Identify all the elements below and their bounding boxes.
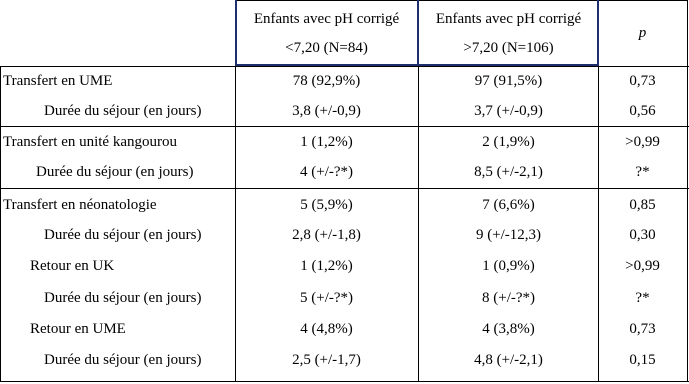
row-p-value: 0,73 xyxy=(629,320,656,337)
row-label: Durée du séjour (en jours) xyxy=(44,351,202,368)
header-p-value xyxy=(598,0,687,67)
column-divider xyxy=(235,66,236,382)
row-p-value: >0,99 xyxy=(625,133,660,150)
header-group-ph-below-line1: Enfants avec pH corrigé xyxy=(253,10,400,27)
row-p-value: 0,73 xyxy=(629,72,656,89)
row-p-value: >0,99 xyxy=(625,257,660,274)
row-value-group1: 4 (4,8%) xyxy=(300,320,353,337)
row-label: Retour en UME xyxy=(30,320,126,337)
row-p-value: 0,85 xyxy=(629,196,656,213)
row-p-value: ?* xyxy=(635,163,650,180)
row-value-group1: 5 (+/-?*) xyxy=(299,289,354,306)
column-divider xyxy=(418,66,419,382)
row-value-group2: 9 (+/-12,3) xyxy=(475,226,542,243)
row-p-value: 0,30 xyxy=(629,226,656,243)
row-value-group2: 8,5 (+/-2,1) xyxy=(474,163,543,180)
row-label: Transfert en UME xyxy=(3,72,113,89)
header-group-ph-below-line2: <7,20 (N=84) xyxy=(285,39,368,56)
header-divider xyxy=(417,0,419,67)
row-value-group1: 3,8 (+/-0,9) xyxy=(292,102,361,119)
row-value-group1: 1 (1,2%) xyxy=(300,257,353,274)
row-value-group1: 2,5 (+/-1,7) xyxy=(292,351,361,368)
column-divider xyxy=(0,66,1,382)
row-p-value: ?* xyxy=(635,289,650,306)
row-label: Transfert en unité kangourou xyxy=(3,133,177,150)
row-value-group1: 78 (92,9%) xyxy=(292,72,361,89)
row-value-group2: 7 (6,6%) xyxy=(482,196,535,213)
column-divider xyxy=(598,66,599,382)
row-label: Transfert en néonatologie xyxy=(3,196,157,213)
row-value-group2: 3,7 (+/-0,9) xyxy=(474,102,543,119)
row-label: Durée du séjour (en jours) xyxy=(44,289,202,306)
row-p-value: 0,56 xyxy=(629,102,656,119)
header-group-ph-above xyxy=(419,0,598,67)
row-value-group1: 2,8 (+/-1,8) xyxy=(292,226,361,243)
row-value-group2: 8 (+/-?*) xyxy=(481,289,536,306)
row-value-group2: 4,8 (+/-2,1) xyxy=(474,351,543,368)
row-value-group2: 4 (3,8%) xyxy=(482,320,535,337)
row-value-group1: 1 (1,2%) xyxy=(300,133,353,150)
row-value-group2: 2 (1,9%) xyxy=(482,133,535,150)
row-value-group2: 1 (0,9%) xyxy=(482,257,535,274)
header-top-border xyxy=(235,0,688,1)
header-divider xyxy=(597,0,599,67)
row-value-group1: 4 (+/-?*) xyxy=(299,163,354,180)
row-value-group1: 5 (5,9%) xyxy=(300,196,353,213)
header-divider xyxy=(235,0,237,67)
row-value-group2: 97 (91,5%) xyxy=(474,72,543,89)
row-label: Durée du séjour (en jours) xyxy=(44,226,202,243)
column-divider xyxy=(687,0,688,382)
row-divider xyxy=(0,381,689,382)
header-group-ph-above-line1: Enfants avec pH corrigé xyxy=(435,10,582,27)
row-p-value: 0,15 xyxy=(629,351,656,368)
row-label: Durée du séjour (en jours) xyxy=(36,163,194,180)
row-divider xyxy=(0,188,689,189)
header-group-ph-above-line2: >7,20 (N=106) xyxy=(463,39,554,56)
header-p-label: p xyxy=(638,25,647,41)
row-label: Retour en UK xyxy=(30,257,115,274)
header-group-ph-below xyxy=(236,0,417,67)
row-divider xyxy=(0,126,689,127)
row-label: Durée du séjour (en jours) xyxy=(44,102,202,119)
row-divider xyxy=(0,66,689,67)
